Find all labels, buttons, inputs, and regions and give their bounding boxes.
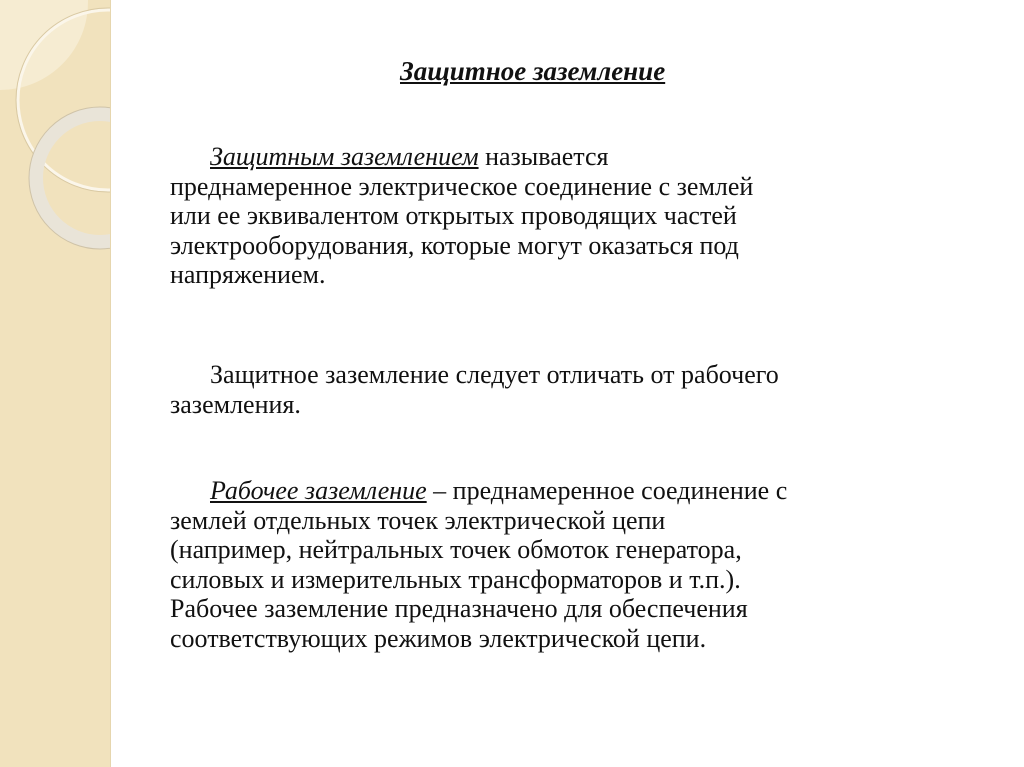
decorative-side-panel (0, 0, 111, 767)
decorative-circles (0, 0, 110, 767)
paragraph-protective-grounding (170, 142, 990, 290)
term-protective-grounding: Защитным заземлением (210, 142, 479, 171)
distinction-text: Защитное заземление следует отличать от рабочего заземления. (170, 360, 779, 419)
term-working-grounding: Рабочее заземление (210, 476, 427, 505)
paragraph-working-grounding (170, 476, 990, 653)
slide-title: Защитное заземление (400, 56, 666, 86)
working-definition-text: – преднамеренное соединение с землей отдельных точек электрической цепи (например, нейтральных точек обмоток генератора, силовых и измерительных трансформаторов и т.п.). Рабочее заземление предназначено для обеспечения соответствующих режимов электрической цепи. (170, 476, 788, 653)
definition-text: называется преднамеренное электрическое соединение с землей или ее эквивалентом открытых проводящих частей электрооборудования, которые могут оказаться под напряжением. (170, 142, 754, 289)
paragraph-distinction (170, 360, 990, 419)
